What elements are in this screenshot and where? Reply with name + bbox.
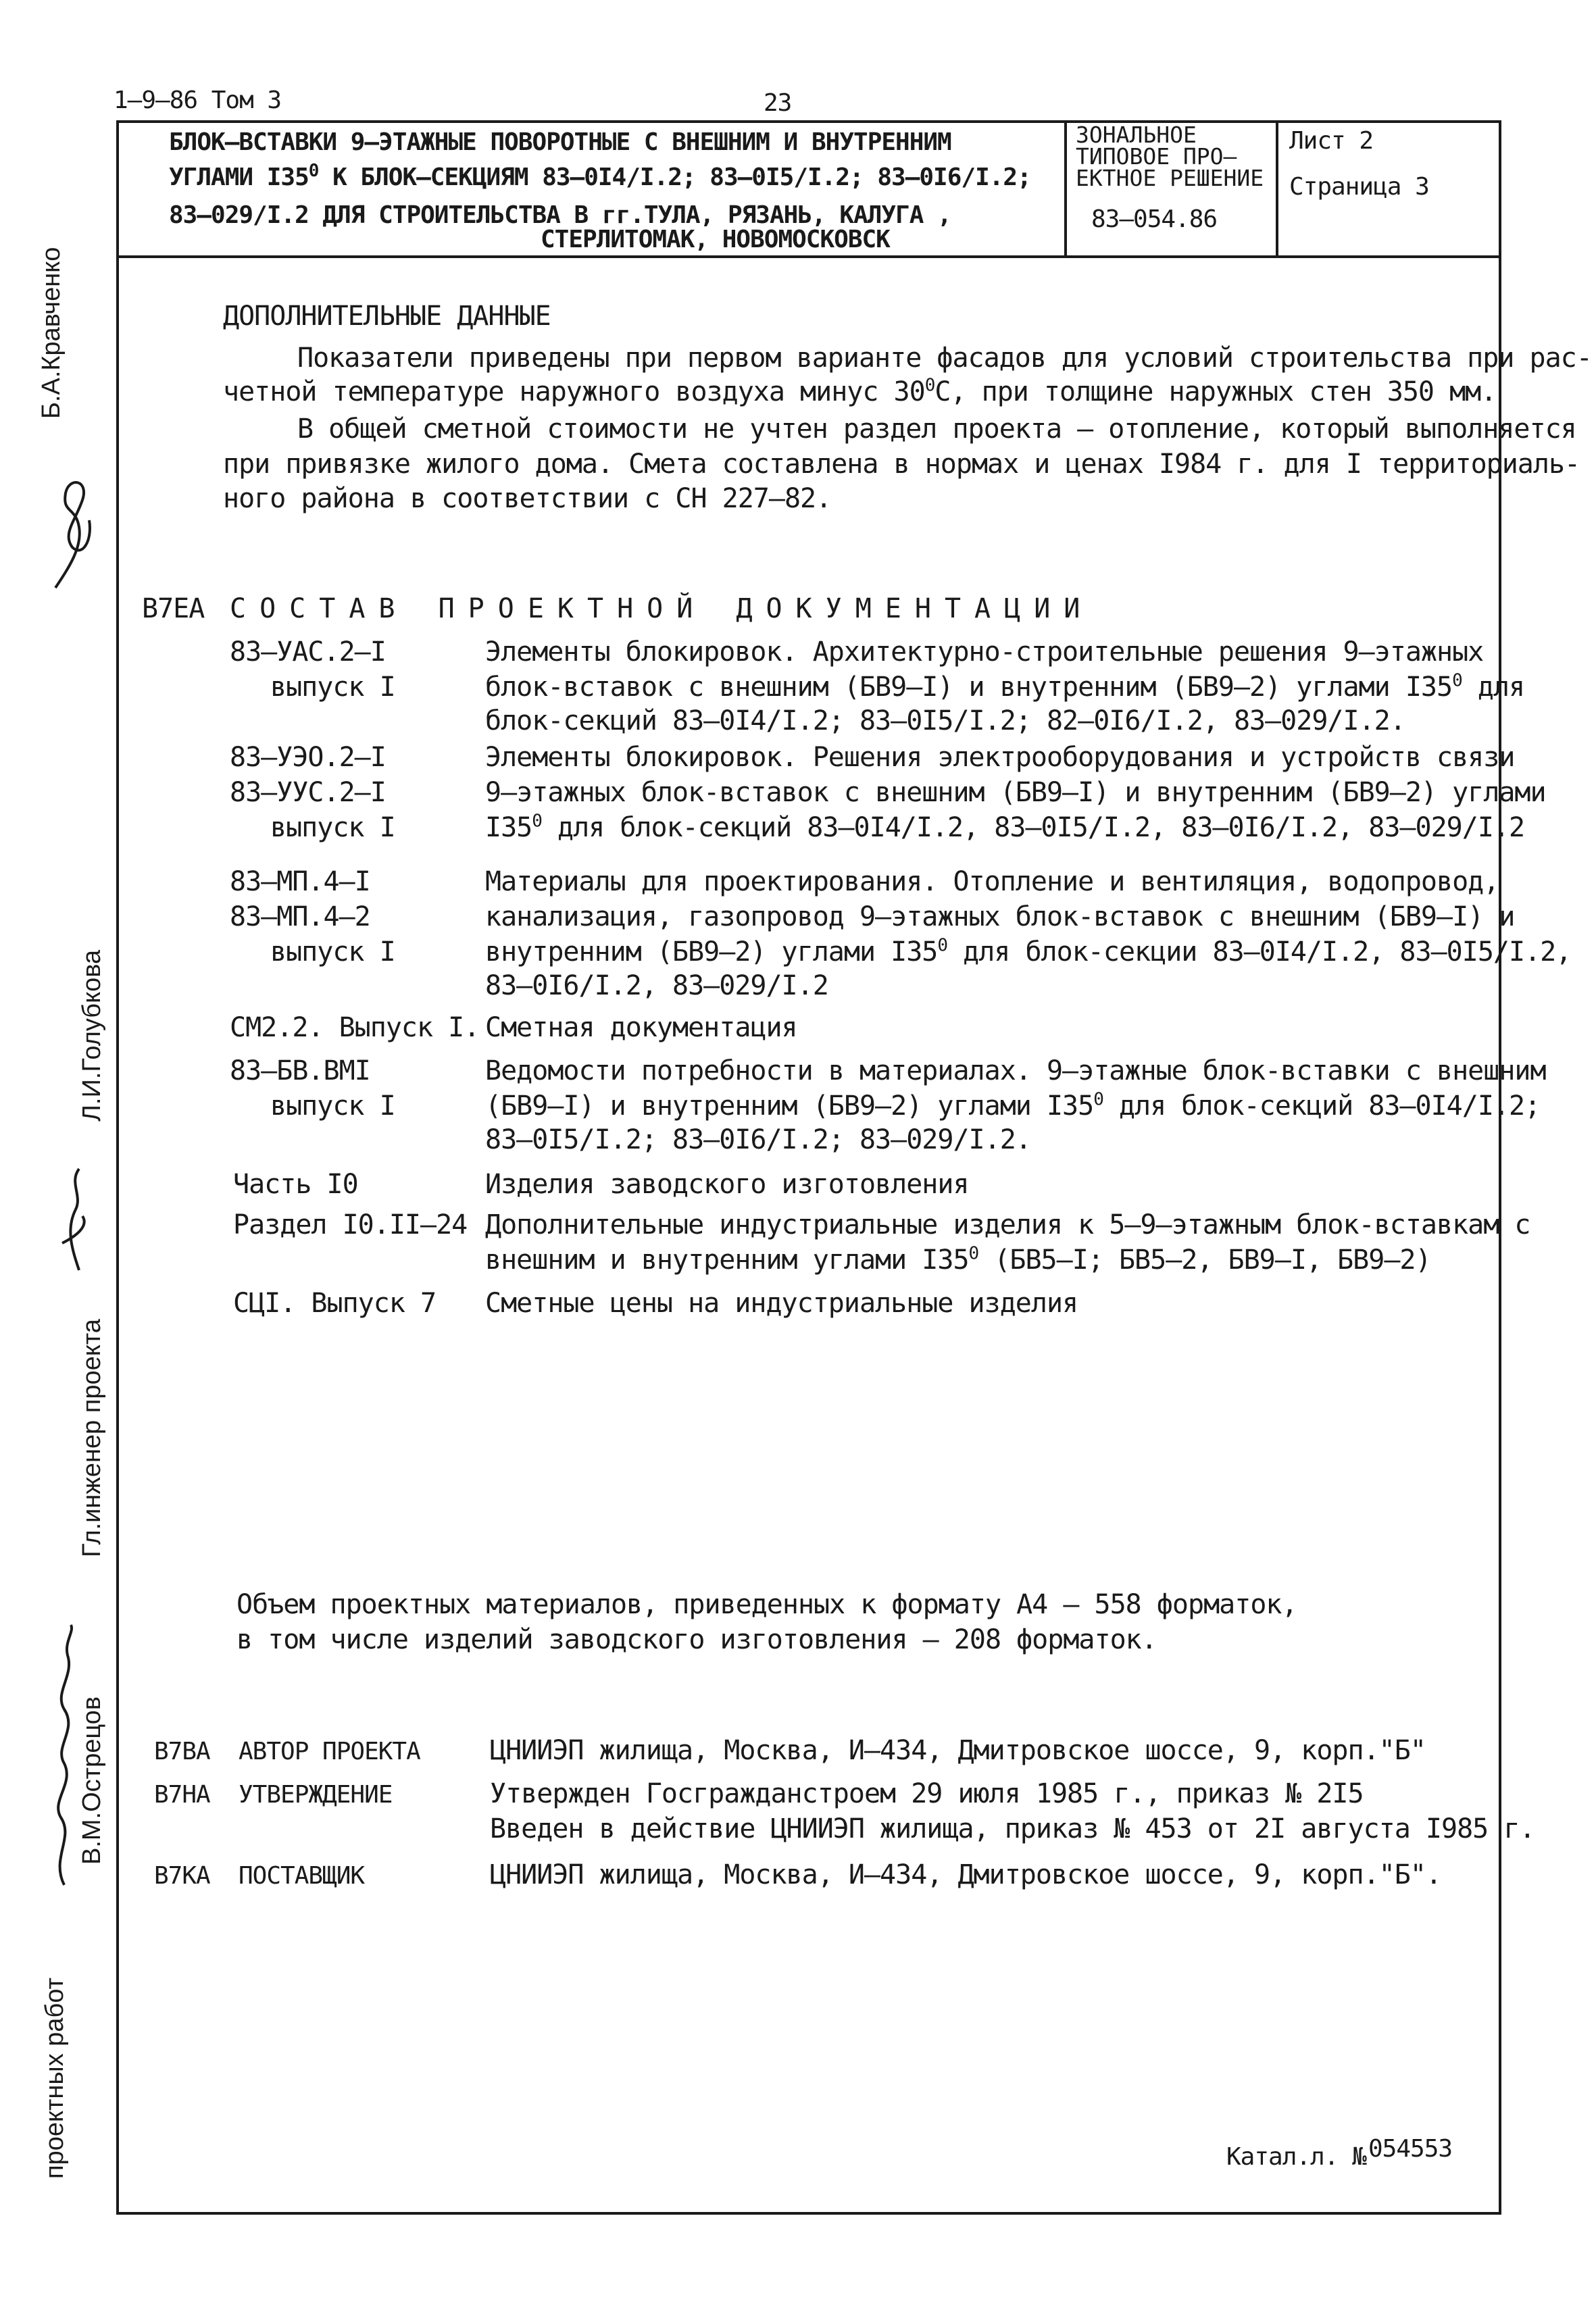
sheet-number: Лист 2 [1289,127,1374,155]
item-code: 83–МП.4–2 [230,901,370,932]
title-line-2: УГЛАМИ $I35^0$ К БЛОК–СЕКЦИЯМ 83–0I4/I.2; 83–0I5/I.2; 83–0I6/I.2; [169,161,1031,191]
item-text: Изделия заводского изготовления [485,1169,969,1200]
approval-line-1: Утвержден Госгражданстроем 29 июля 1985 г., приказ № 2I5 [490,1778,1364,1809]
doc-reference: 1–9–86 Том 3 [114,86,282,114]
item-text: канализация, газопровод 9–этажных блок-вставок с внешним (БВ9–I) и [485,901,1515,932]
item-text: Сметные цены на индустриальные изделия [485,1288,1078,1319]
item-text: внутренним (БВ9–2) углами $I35^0$ для блок-секции 83–0I4/I.2, 83–0I5/I.2, [485,935,1572,967]
item-code: СМ2.2. Выпуск I. [230,1012,480,1043]
title-block-col1 [1064,120,1067,257]
additional-line-5: ного района в соответствии с СН 227–82. [223,483,832,514]
item-text: $I35^0$ для блок-секций 83–0I4/I.2, 83–0I5/I.2, 83–0I6/I.2, 83–029/I.2 [485,811,1525,843]
additional-line-1: Показатели приведены при первом варианте фасадов для условий строительства при рас- [297,343,1592,374]
project-code: 83–054.86 [1091,205,1218,233]
composition-heading: СОСТАВ ПРОЕКТНОЙ ДОКУМЕНТАЦИИ [230,593,1094,624]
label-golubkova: Л.И.Голубкова [78,949,106,1122]
item-text: Элементы блокировок. Решения электрооборудования и устройств связи [485,742,1515,773]
item-code: 83–УУС.2–I [230,777,386,808]
label-ostretsov: В.М.Острецов [78,1696,106,1865]
author-label: АВТОР ПРОЕКТА [239,1738,420,1765]
signature-ostretsov [37,1621,91,1892]
approval-label: УТВЕРЖДЕНИЕ [239,1781,393,1809]
item-text: Материалы для проектирования. Отопление и вентиляция, водопровод, [485,866,1499,897]
item-text: 83–0I5/I.2; 83–0I6/I.2; 83–029/I.2. [485,1124,1031,1155]
title-line-1: БЛОК–ВСТАВКИ 9–ЭТАЖНЫЕ ПОВОРОТНЫЕ С ВНЕШНИМ И ВНУТРЕННИМ [169,128,951,156]
title-line-4: СТЕРЛИТОМАК, НОВОМОСКОВСК [541,226,890,253]
title-block-col2 [1276,120,1278,257]
item-text: 83–0I6/I.2, 83–029/I.2 [485,970,828,1001]
author-code: В7ВА [154,1738,210,1765]
item-text: Дополнительные индустриальные изделия к 5–9–этажным блок-вставкам с [485,1209,1530,1240]
volume-line-2: в том числе изделий заводского изготовления – 208 форматок. [236,1624,1157,1655]
item-code: 83–УАС.2–I [230,636,386,668]
catalog-label: Катал.л. № [1226,2143,1366,2171]
item-issue: выпуск I [270,936,395,967]
item-text: блок-секций 83–0I4/I.2; 83–0I5/I.2; 82–0I6/I.2, 83–029/I.2. [485,705,1405,736]
title-block-divider [116,255,1501,258]
additional-line-3: В общей сметной стоимости не учтен раздел проекта – отопление, который выполняется [297,413,1576,445]
item-text: Элементы блокировок. Архитектурно-строительные решения 9–этажных [485,636,1484,668]
item-code: 83–УЭО.2–I [230,742,386,773]
item-issue: выпуск I [270,672,395,703]
supplier-text: ЦНИИЭП жилища, Москва, И–434, Дмитровское шоссе, 9, корп."Б". [490,1859,1442,1890]
page-label: Страница 3 [1289,173,1429,201]
author-text: ЦНИИЭП жилища, Москва, И–434, Дмитровское шоссе, 9, корп."Б" [490,1735,1426,1766]
label-project-works: проектных работ [41,1977,69,2179]
supplier-code: В7КА [154,1862,210,1890]
item-text: (БВ9–I) и внутренним (БВ9–2) углами $I35^0$ для блок-секций 83–0I4/I.2; [485,1089,1541,1122]
additional-heading: ДОПОЛНИТЕЛЬНЫЕ ДАННЫЕ [223,301,551,332]
additional-line-2: четной температуре наружного воздуха минус $30^0С$, при толщине наружных стен 350 мм. [223,375,1497,407]
item-code: Раздел I0.II–24 [233,1209,468,1240]
additional-line-4: при привязке жилого дома. Смета составлена в нормах и ценах I984 г. для I территориаль- [223,449,1580,480]
item-code: СЦI. Выпуск 7 [233,1288,437,1319]
project-type: ЗОНАЛЬНОЕ ТИПОВОЕ ПРО– ЕКТНОЕ РЕШЕНИЕ [1076,122,1264,191]
volume-line-1: Объем проектных материалов, приведенных к формату А4 – 558 форматок, [236,1589,1297,1620]
title-line-3: 83–029/I.2 ДЛЯ СТРОИТЕЛЬСТВА В гг.ТУЛА, РЯЗАНЬ, КАЛУГА , [169,201,951,229]
label-chief-engineer: Гл.инженер проекта [78,1319,106,1557]
approval-code: В7НА [154,1781,210,1809]
page-number: 23 [764,89,792,117]
approval-line-2: Введен в действие ЦНИИЭП жилища, приказ № 453 от 2I августа I985 г. [490,1813,1535,1844]
item-code: 83–МП.4–I [230,866,370,897]
item-code: 83–БВ.ВМI [230,1055,370,1086]
composition-code: В7ЕА [142,593,205,624]
item-text: внешним и внутренним углами $I35^0$ (БВ5–I; БВ5–2, БВ9–I, БВ9–2) [485,1243,1431,1276]
catalog-number: 054553 [1368,2135,1453,2163]
supplier-label: ПОСТАВЩИК [239,1862,365,1890]
signature-kravchenko [42,466,103,595]
item-issue: выпуск I [270,812,395,843]
item-text: Сметная документация [485,1012,797,1043]
item-text: блок-вставок с внешним (БВ9–I) и внутренним (БВ9–2) углами $I35^0$ для [485,670,1525,703]
label-kravchenko: Б.А.Кравченко [37,247,66,419]
item-text: Ведомости потребности в материалах. 9–этажные блок-вставки с внешним [485,1055,1546,1086]
item-issue: выпуск I [270,1090,395,1122]
signature-golubkova [42,1162,103,1277]
item-text: 9–этажных блок-вставок с внешним (БВ9–I) и внутренним (БВ9–2) углами [485,777,1546,808]
item-code: Часть I0 [233,1169,358,1200]
